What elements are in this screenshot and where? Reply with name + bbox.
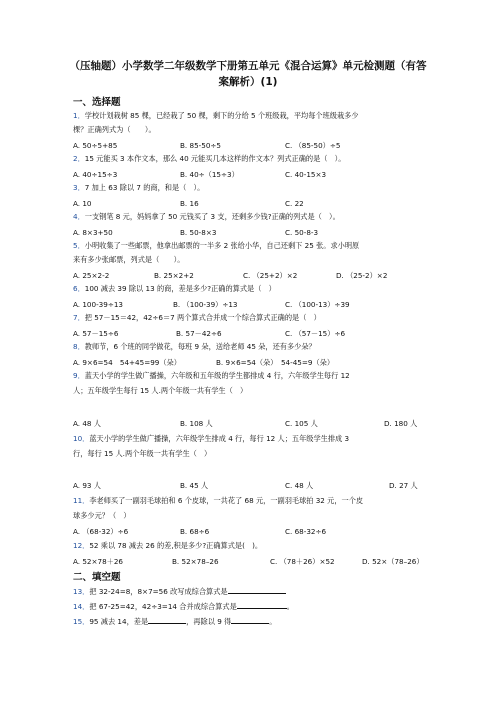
- question-12-line-1: 12．52 乘以 78 减去 26 的差,积是多少?正确算式是( )。: [73, 541, 263, 550]
- question-4-line-1: 4．一支钢笔 8 元，妈妈拿了 50 元钱买了 3 支，还剩多少钱?正确的列式是（ ）。: [73, 212, 340, 221]
- question-13: 13．把 32-24=8，8×7=56 改写成综合算式是: [73, 584, 423, 599]
- option-c[interactable]: C. 68-32÷6: [285, 527, 327, 536]
- document-title-line-1: （压轴题）小学数学二年级数学下册第五单元《混合运算》单元检测题（有答: [69, 60, 427, 72]
- option-a[interactable]: A. 10: [73, 199, 92, 208]
- option-d[interactable]: D. 27 人: [389, 481, 418, 490]
- question-3-line-1: 3．7 加上 63 除以 7 的商，和是（ ）。: [73, 183, 205, 192]
- question-9-line-2: 人；五年级学生每行 15 人.两个年级一共有学生（ ）: [73, 386, 248, 395]
- option-b[interactable]: B. 40÷（15÷3）: [180, 170, 239, 179]
- question-9-options: [73, 418, 423, 430]
- question-11-line-2: 球多少元？（ ）: [73, 511, 131, 520]
- answer-blank[interactable]: [231, 615, 269, 624]
- option-b[interactable]: B. 85-50÷5: [180, 141, 221, 150]
- option-c[interactable]: C. 40-15×3: [285, 170, 327, 179]
- question-7-line-1: 7．把 57－15＝42，42÷6＝7 两个算式合并成一个综合算式正确的是（ ）: [73, 313, 321, 322]
- question-11-line-1: 11．李老师买了一副羽毛球拍和 6 个皮球，一共花了 68 元，一副羽毛球拍 32 元，一个皮: [73, 496, 364, 505]
- option-b[interactable]: B. 52×78–26: [172, 557, 219, 566]
- option-a[interactable]: A. 100-39÷13: [73, 300, 123, 309]
- option-b[interactable]: B. 25×2+2: [154, 271, 194, 280]
- option-a[interactable]: A. 40÷15÷3: [73, 170, 118, 179]
- question-15: 15．95 减去 14，差是 ，再除以 9 得 。: [73, 617, 277, 626]
- option-c[interactable]: C. 48 人: [285, 481, 314, 490]
- option-d[interactable]: D. （25-2）×2: [336, 271, 388, 280]
- question-1-line-2: 棵？正确列式为（ ）。: [73, 125, 156, 134]
- section-heading-choice: 一、选择题: [73, 97, 121, 108]
- answer-blank[interactable]: [148, 615, 186, 624]
- question-5-line-2: 来有多少张邮票，列式是（ ）。: [73, 255, 185, 264]
- section-heading-fill: 二、填空题: [73, 572, 121, 583]
- option-a[interactable]: A. 50÷5+85: [73, 141, 118, 150]
- option-c[interactable]: C. （100-13）÷39: [285, 300, 350, 309]
- option-a[interactable]: A. 57－15÷6: [73, 329, 119, 338]
- option-b[interactable]: B. 108 人: [180, 419, 213, 428]
- option-d[interactable]: D. 52×（78–26）: [362, 557, 424, 566]
- option-b[interactable]: B. 68÷6: [180, 527, 210, 536]
- question-11-options: [73, 526, 423, 538]
- option-a[interactable]: A. （68-32）÷6: [73, 527, 129, 536]
- question-10-line-1: 10．蓝天小学的学生做广播操，六年级学生排成 4 行，每行 12 人；五年级学生排成 3: [73, 434, 350, 443]
- option-a[interactable]: A. 48 人: [73, 419, 101, 428]
- option-b[interactable]: B. 45 人: [180, 481, 209, 490]
- question-5-line-1: 5．小明收集了一些邮票，他拿出邮票的一半多 2 张给小华，自己还剩下 25 张。求小明原: [73, 241, 360, 250]
- answer-blank[interactable]: [237, 600, 287, 609]
- document-title-line-2: 案解析）(1): [218, 76, 278, 88]
- option-c[interactable]: C. （78＋26）×52: [270, 557, 335, 566]
- question-8-line-1: 8．教师节，6 个班的同学做花，每班 9 朵，送给老师 45 朵，还有多少朵？: [73, 342, 316, 351]
- option-c[interactable]: C. 105 人: [285, 419, 318, 428]
- answer-blank[interactable]: [228, 585, 286, 594]
- option-b[interactable]: B. 16: [180, 199, 199, 208]
- option-b[interactable]: B. 50-8×3: [180, 228, 217, 237]
- question-14: 14．把 67-25=42，42÷3=14 合并成综合算式是 。: [73, 602, 294, 611]
- question-10-options: [73, 480, 423, 492]
- question-12-options: [73, 556, 423, 568]
- question-6-line-1: 6．100 减去 39 除以 13 的商，差是多少?正确的算式是（ ）: [73, 284, 276, 293]
- option-a[interactable]: A. 8×3+50: [73, 228, 113, 237]
- question-10-line-2: 行，每行 15 人.两个年级一共有学生（ ）: [73, 449, 212, 458]
- question-9-line-1: 9．蓝天小学的学生做广播操，六年级和五年级的学生都排成 4 行，六年级学生每行 12: [73, 371, 350, 380]
- question-2-line-1: 2．15 元能买 3 本作文本，那么 40 元能买几本这样的作文本？列式正确的是（ ）。: [73, 154, 346, 163]
- option-a[interactable]: A. 9×6=54 54+45=99（朵）: [73, 358, 181, 367]
- question-1-line-1: 1．学校计划栽树 85 棵，已经栽了 50 棵，剩下的分给 5 个班级栽，平均每个班级栽多少: [73, 111, 359, 120]
- option-c[interactable]: C. 22: [285, 199, 304, 208]
- option-c[interactable]: C. （57－15）÷6: [285, 329, 346, 338]
- option-c[interactable]: C. （85-50）÷5: [285, 141, 341, 150]
- option-a[interactable]: A. 93 人: [73, 481, 101, 490]
- option-b[interactable]: B. 57－42÷6: [176, 329, 222, 338]
- option-c[interactable]: C. （25+2）×2: [243, 271, 298, 280]
- option-b[interactable]: B. 9×6=54（朵） 54-45=9（朵）: [216, 358, 335, 367]
- option-b[interactable]: B. （100-39）÷13: [173, 300, 238, 309]
- option-c[interactable]: C. 50-8-3: [285, 228, 319, 237]
- option-d[interactable]: D. 180 人: [384, 419, 418, 428]
- option-a[interactable]: A. 25×2-2: [73, 271, 110, 280]
- option-a[interactable]: A. 52×78＋26: [73, 557, 124, 566]
